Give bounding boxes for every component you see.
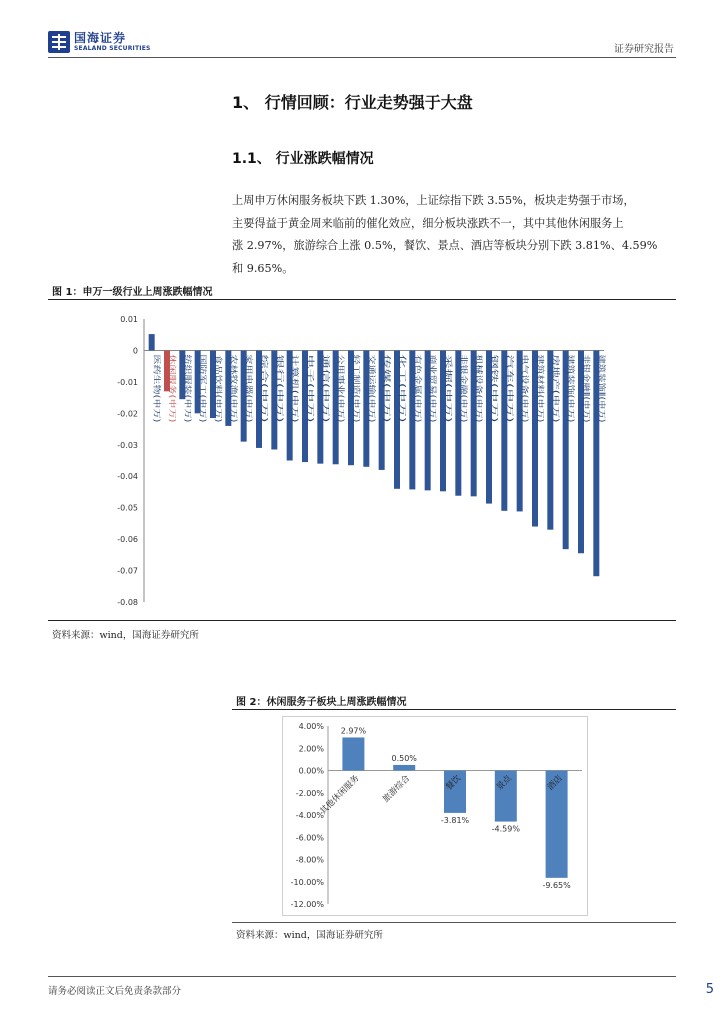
- data-label: -3.81%: [440, 815, 470, 825]
- paragraph-line: 和 9.65%。: [232, 261, 294, 275]
- x-category-label: 建筑装饰(申万): [566, 354, 576, 406]
- y-tick-label: -6.00%: [295, 833, 324, 843]
- subsection-heading: 1.1、 行业涨跌幅情况: [232, 151, 374, 167]
- x-category-label: 商业贸易(申万): [428, 354, 438, 406]
- y-tick-label: -0.02: [117, 409, 138, 419]
- y-tick-label: 0: [132, 346, 138, 356]
- x-category-label: 钢铁(申万): [490, 354, 499, 391]
- y-tick-label: 0.01: [120, 315, 138, 324]
- data-label: 0.50%: [391, 753, 417, 763]
- paragraph-line: 上周申万休闲服务板块下跌 1.30%，上证综指下跌 3.55%，板块走势强于市场，: [232, 194, 635, 207]
- page-number: 5: [705, 982, 714, 997]
- y-tick-label: 2.00%: [298, 744, 324, 754]
- y-tick-label: -4.00%: [295, 811, 324, 820]
- x-category-label: 国防军工(申万): [198, 354, 208, 406]
- x-category-label: 计算机(申万): [290, 354, 300, 398]
- x-category-label: 旅游综合: [381, 773, 413, 805]
- page-footer: [48, 976, 676, 997]
- summary-paragraph: [232, 190, 682, 280]
- data-label: -9.65%: [542, 880, 571, 890]
- x-category-label: 有色金属(申万): [413, 354, 423, 406]
- x-category-label: 传媒(申万): [382, 354, 392, 391]
- y-tick-label: -0.03: [117, 440, 138, 450]
- y-tick-label: -0.08: [117, 598, 138, 607]
- x-category-label: 其他休闲服务: [318, 773, 362, 817]
- report-type: 证券研究报告: [614, 44, 674, 55]
- x-category-label: 机械设备(申万): [474, 354, 484, 406]
- x-category-label: 建筑材料(申万): [536, 354, 545, 406]
- x-category-label: 银行(申万): [275, 354, 285, 391]
- paragraph-line: 涨 2.97%，旅游综合上涨 0.5%，餐饮、景点、酒店等板块分别下跌 3.81%、4.59%: [232, 239, 658, 252]
- disclaimer-text: 请务必阅读正文后免责条款部分: [48, 986, 182, 997]
- y-tick-label: -2.00%: [295, 788, 324, 798]
- x-category-label: 医药生物(申万): [152, 354, 162, 406]
- x-category-label: 公用事业(申万): [336, 354, 346, 406]
- figure1-source: 资料来源：wind，国海证券研究所: [48, 620, 676, 641]
- subsector-returns-chart: [232, 712, 676, 920]
- brand-name-cn: 国海证券: [74, 31, 127, 45]
- x-category-label: 农林牧渔(申万): [229, 354, 239, 406]
- y-tick-label: 0.00%: [298, 766, 324, 776]
- brand-name-en: SEALAND SECURITIES: [74, 45, 151, 52]
- x-category-label: 交通运输(申万): [367, 354, 377, 406]
- x-category-label: 轻工制造(申万): [352, 354, 361, 406]
- data-label: -4.59%: [491, 824, 520, 834]
- y-tick-label: -8.00%: [295, 855, 324, 865]
- sealand-logo-icon: [48, 31, 70, 53]
- x-category-label: 电子(申万): [306, 354, 315, 391]
- x-category-label: 采掘(申万): [444, 354, 453, 391]
- figure2-title: 图 2：休闲服务子板块上周涨跌幅情况: [232, 693, 676, 710]
- x-category-label: 非银金融(申万): [459, 354, 469, 406]
- paragraph-line: 主要得益于黄金周来临前的催化效应，细分板块涨跌不一，其中其他休闲服务上: [232, 216, 624, 230]
- x-category-label: 餐饮: [444, 773, 464, 793]
- x-category-label: 化工(申万): [398, 354, 407, 391]
- data-label: 2.97%: [340, 726, 367, 736]
- section-heading: 1、 行情回顾：行业走势强于大盘: [232, 93, 473, 112]
- x-category-label: 通信(申万): [321, 354, 331, 391]
- x-category-label: 家用电器(申万): [244, 354, 254, 406]
- x-category-label: 纺织服装(申万): [183, 354, 193, 406]
- x-category-label: 景点: [494, 773, 514, 793]
- brand-logo: [48, 30, 151, 54]
- y-tick-label: 4.00%: [298, 722, 324, 731]
- x-category-label: 汽车(申万): [505, 354, 515, 391]
- page-header: [48, 28, 676, 58]
- figure2-chart: [232, 712, 676, 920]
- x-category-label: 建筑装饰Ⅱ(申万): [597, 354, 607, 409]
- y-tick-label: -12.00%: [290, 900, 324, 909]
- figure1-title: 图 1：申万一级行业上周涨跌幅情况: [48, 283, 676, 300]
- x-category-label: 综合(申万): [260, 354, 269, 391]
- industry-returns-chart: [48, 302, 676, 620]
- y-tick-label: -0.07: [117, 566, 138, 576]
- x-category-label: 酒店: [545, 773, 565, 793]
- figure1-chart: [48, 302, 676, 620]
- figure2-source: 资料来源：wind，国海证券研究所: [232, 922, 676, 941]
- y-tick-label: -0.04: [117, 472, 138, 482]
- bar: [342, 737, 364, 770]
- x-category-label: 食品饮料(申万): [214, 354, 223, 406]
- x-category-label: 休闲服务(申万): [168, 354, 177, 406]
- x-category-label: 电气设备(申万): [520, 354, 530, 406]
- bar: [149, 334, 155, 350]
- x-category-label: 非银金融Ⅱ(申万): [582, 354, 591, 409]
- x-category-label: 房地产(申万): [551, 354, 561, 398]
- y-tick-label: -0.01: [117, 377, 138, 387]
- y-tick-label: -10.00%: [290, 877, 324, 887]
- bar: [393, 765, 415, 771]
- y-tick-label: -0.05: [117, 503, 138, 513]
- y-tick-label: -0.06: [117, 535, 138, 545]
